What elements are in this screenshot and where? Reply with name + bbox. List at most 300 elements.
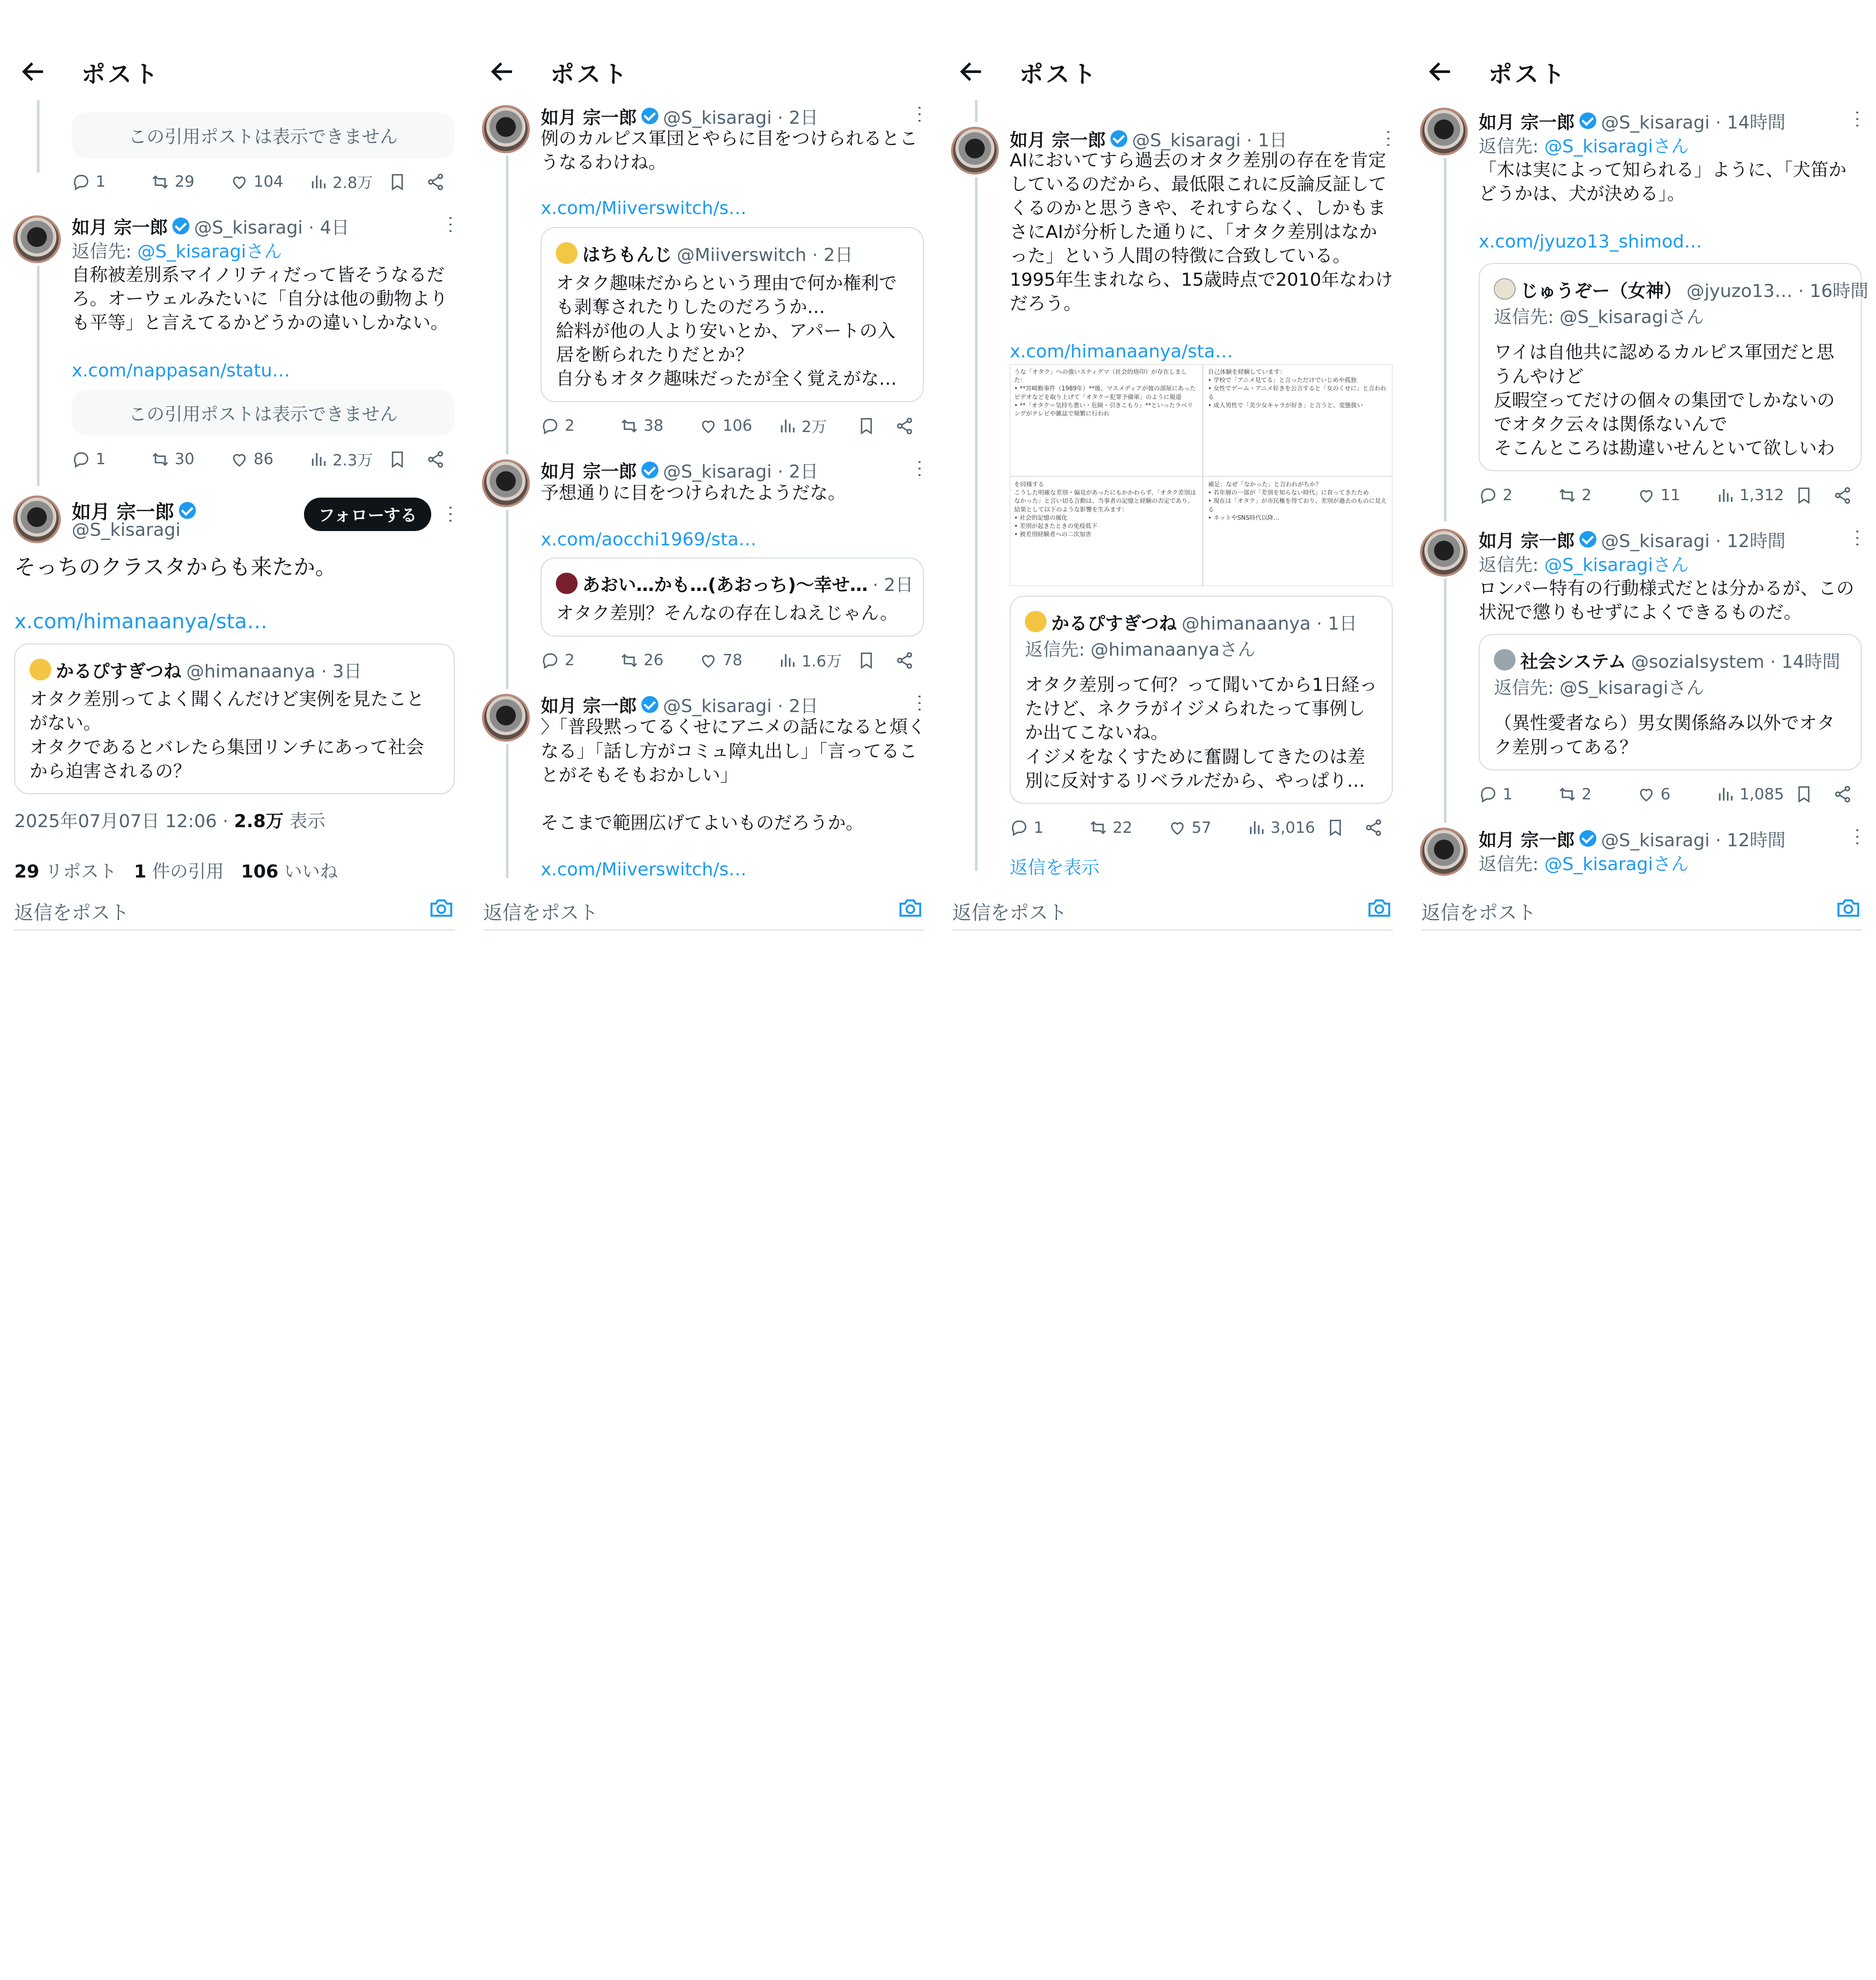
share-button[interactable] [1833, 486, 1857, 505]
thread-line [37, 266, 40, 486]
share-icon [895, 651, 914, 670]
post-text: AIにおいてすら過去のオタク差別の存在を肯定しているのだから、最低限これに反論反証してくるのかと思うきや、それすらなく、しかもまさにAIが分析した通りに、「オタク差別はなかった」という人間の特徴に合致している。 1995年生まれなら、15歳時点で2010年なわけだろう。 [1010, 149, 1393, 314]
author-handle[interactable]: @S_kisaragi · 2日 [663, 107, 819, 128]
thread-line [506, 744, 509, 878]
quote-author-name: じゅうぞー（女神） [1520, 280, 1682, 301]
reply-to [1479, 550, 1689, 576]
panel-4 [1407, 0, 1876, 990]
bar-chart-icon [1247, 818, 1266, 837]
post-link[interactable]: x.com/Miiverswitch/s… [541, 197, 747, 218]
camera-icon[interactable] [1366, 895, 1393, 921]
author-handle[interactable]: @S_kisaragi · 12時間 [1601, 531, 1786, 552]
like-count: 6 [1660, 785, 1671, 803]
repost-count: 22 [1113, 818, 1133, 837]
share-button[interactable] [1364, 818, 1388, 837]
quotes-label: 件の引用 [146, 861, 224, 882]
post-text: 「木は実によって知られる」ように、「犬笛かどうかは、犬が決める」。 [1479, 159, 1847, 204]
views-button[interactable] [1716, 785, 1795, 804]
image-text-4: 補足：なぜ「なかった」と言われがちか？ • 若年層の一部が「差別を知らない時代」に育ってきたため • 現在は「オタク」が市民権を得ており、差別が過去のものに見える • ネットやSNS時代以降… [1208, 481, 1387, 521]
action-bar [541, 648, 919, 672]
reply-to-prefix: 返信先: [1479, 854, 1539, 875]
repost-button[interactable] [1558, 486, 1637, 505]
quote-author-name: あおい…かも…(あおっち)〜幸せ… [582, 574, 868, 596]
heart-icon [1168, 818, 1187, 837]
share-button[interactable] [895, 651, 919, 670]
attached-image[interactable] [1010, 364, 1393, 586]
view-count: 1,085 [1739, 785, 1784, 803]
quoted-post[interactable] [541, 558, 924, 637]
repost-count: 30 [175, 450, 195, 469]
repost-icon [1089, 818, 1108, 837]
more-options-icon[interactable]: ··· [1847, 110, 1867, 130]
quote-header [1025, 609, 1357, 635]
fox-avatar-icon [1025, 611, 1047, 633]
header [0, 48, 469, 98]
author-handle[interactable]: @S_kisaragi · 2日 [663, 461, 819, 482]
views-button[interactable] [1716, 486, 1795, 505]
quoted-post[interactable] [1479, 634, 1862, 770]
reply-button[interactable] [1479, 486, 1558, 505]
more-options-icon[interactable]: ··· [440, 505, 460, 525]
page-title: ポスト [1019, 60, 1099, 88]
bar-chart-icon [778, 416, 797, 436]
quoted-post[interactable] [1479, 263, 1869, 471]
like-count: 86 [254, 450, 274, 469]
quote-header [1494, 647, 1840, 673]
share-icon [1364, 818, 1383, 837]
views-button[interactable] [1247, 818, 1326, 837]
post-link[interactable]: x.com/aocchi1969/sta… [541, 528, 757, 550]
bookmark-icon [1794, 785, 1813, 804]
bookmark-icon [1326, 818, 1345, 837]
quote-header [556, 570, 913, 596]
verified-badge-icon [641, 696, 658, 713]
reply-count: 2 [565, 651, 575, 670]
quote-text: オタク差別って何？って聞いてから1日経ったけど、ネクラがイジメられたって事例しか出てこないね。 イジメをなくすために奮闘してきたのは差別に反対するリベラルだから、やっぱり… [1025, 674, 1377, 791]
bar-chart-icon [1716, 486, 1735, 505]
repost-icon [151, 172, 170, 191]
bookmark-icon [388, 450, 407, 469]
avatar[interactable] [1420, 529, 1468, 577]
reply-count: 1 [1034, 818, 1044, 837]
reply-count: 1 [1503, 785, 1513, 803]
post-text: 自称被差別系マイノリティだって皆そうなるだろ。オーウェルみたいに「自分は他の動物よりも平等」と言えてるかどうかの違いしかない。 [72, 264, 449, 333]
author-handle[interactable]: @S_kisaragi · 2日 [663, 696, 819, 717]
verified-badge-icon [1579, 112, 1596, 129]
post-link[interactable]: x.com/himanaanya/sta… [14, 610, 268, 634]
bookmark-button[interactable] [857, 651, 895, 670]
quoted-post[interactable] [541, 227, 924, 402]
author-handle[interactable]: @S_kisaragi · 12時間 [1601, 829, 1786, 851]
more-options-icon[interactable]: ··· [1378, 129, 1398, 149]
views-button[interactable] [309, 448, 388, 470]
post-meta [1479, 108, 1786, 134]
avatar[interactable] [13, 495, 61, 543]
repost-button[interactable] [151, 172, 230, 191]
repost-icon [620, 651, 639, 670]
bookmark-button[interactable] [1326, 818, 1364, 837]
bookmark-icon [388, 172, 407, 191]
avatar[interactable] [13, 215, 61, 263]
author-name[interactable]: 如月 宗一郎 [541, 461, 637, 482]
like-count: 106 [723, 417, 753, 435]
quoted-post[interactable] [1010, 596, 1393, 804]
like-button[interactable] [1168, 818, 1247, 837]
like-count: 57 [1191, 818, 1212, 837]
quote-author-name: かるぴすぎつね [56, 660, 182, 682]
bar-chart-icon [1716, 785, 1735, 804]
post-timestamp [14, 806, 325, 832]
views-button[interactable] [778, 649, 857, 671]
views-label: 表示 [284, 810, 326, 832]
bookmark-button[interactable] [857, 416, 895, 436]
reply-to-handle: @S_kisaragiさん [1559, 307, 1704, 328]
quote-header [30, 657, 362, 683]
camera-icon[interactable] [428, 895, 455, 921]
page-title: ポスト [550, 60, 630, 88]
share-icon [426, 172, 445, 191]
repost-icon [620, 416, 639, 436]
repost-count: 29 [175, 173, 195, 191]
post-meta [1010, 125, 1287, 152]
post-meta [1479, 526, 1786, 552]
share-button[interactable] [426, 450, 450, 469]
more-options-icon[interactable]: ··· [909, 693, 929, 713]
avatar[interactable] [482, 694, 530, 742]
author-name[interactable]: 如月 宗一郎 [1479, 112, 1575, 133]
verified-badge-icon [641, 462, 658, 478]
reply-composer [469, 878, 938, 945]
post-text: 予想通りに目をつけられたようだな。 [541, 482, 846, 503]
action-bar [1479, 782, 1857, 806]
view-count: 3,016 [1270, 818, 1315, 837]
verified-badge-icon [1110, 130, 1127, 147]
page-title: ポスト [81, 60, 161, 88]
reply-to-link[interactable]: @S_kisaragiさん [137, 241, 282, 262]
post-link[interactable]: x.com/himanaanya/sta… [1010, 341, 1233, 362]
like-button[interactable] [1637, 486, 1716, 505]
post-text: 〉「普段黙ってるくせにアニメの話になると煩くなる」「話し方がコミュ障丸出し」「言ってることがそもそもおかしい」 そこまで範囲広げてよいものだろうか。 [541, 716, 926, 833]
quote-text: オタク差別ってよく聞くんだけど実例を見たことがない。 オタクであるとバレたら集団リンチにあって社会から迫害されるの？ [30, 689, 424, 782]
quote-author-handle: @Miiverswitch · 2日 [677, 244, 853, 265]
reply-button[interactable] [72, 450, 151, 469]
repost-count: 2 [1582, 785, 1592, 803]
reply-to-prefix: 返信先: [1479, 136, 1539, 157]
repost-button[interactable] [151, 450, 230, 469]
reply-icon [1010, 818, 1029, 837]
camera-icon[interactable] [897, 895, 924, 921]
reply-to-prefix: 返信先: [1025, 639, 1085, 660]
reply-count: 1 [96, 173, 106, 191]
repost-icon [1558, 785, 1577, 804]
author-name[interactable]: 如月 宗一郎 [541, 696, 637, 717]
reply-to-link[interactable]: @S_kisaragiさん [1544, 136, 1689, 157]
quote-author-name: はちもんじ [582, 244, 672, 265]
post-text: ロンパー特有の行動様式だとは分かるが、この状況で懲りもせずによくできるものだ。 [1479, 578, 1854, 623]
reply-button[interactable] [541, 651, 620, 670]
share-icon [1833, 486, 1852, 505]
page-title: ポスト [1488, 60, 1568, 88]
reply-to-prefix: 返信先: [1479, 554, 1539, 576]
back-arrow-icon[interactable] [957, 57, 986, 86]
bookmark-icon [857, 651, 876, 670]
heart-icon [230, 450, 249, 469]
avatar[interactable] [1420, 108, 1468, 155]
bar-chart-icon [309, 172, 328, 191]
reply-input[interactable]: 返信をポスト [1421, 888, 1862, 931]
reply-to [72, 237, 282, 263]
share-icon [1833, 785, 1852, 804]
reply-to-prefix: 返信先: [1494, 307, 1554, 328]
views-button[interactable] [309, 171, 388, 193]
reply-input[interactable]: 返信をポスト [483, 888, 924, 931]
views-count: 2.8万 [234, 810, 284, 832]
avatar-icon [556, 242, 578, 264]
repost-count: 38 [644, 417, 664, 435]
heart-icon [1637, 785, 1656, 804]
image-divider [1011, 476, 1393, 477]
reply-to-link[interactable]: @S_kisaragiさん [1544, 554, 1689, 576]
camera-icon[interactable] [1835, 895, 1862, 921]
heart-icon [230, 172, 249, 191]
author-handle[interactable]: @S_kisaragi · 14時間 [1601, 112, 1786, 133]
reply-to [1479, 132, 1689, 158]
quote-text: オタク趣味だからという理由で何か権利でも剥奪されたりしたのだろうか… 給料が他の人より安いとか、アパートの入居を断られたりだとか？ 自分もオタク趣味だったが全く覚えがな… [556, 272, 897, 389]
more-options-icon[interactable]: ··· [1847, 528, 1867, 548]
like-button[interactable] [1637, 785, 1716, 804]
more-options-icon[interactable]: ··· [1847, 828, 1867, 848]
bookmark-button[interactable] [388, 450, 426, 469]
view-count: 2万 [801, 418, 827, 436]
quote-text: オタク差別？そんなの存在しねえじゃん。 [556, 603, 898, 624]
image-text-2: 自己体験を経験しています： • 学校で「アニメ見てる」と言っただけでいじめや孤独 • 女性でゲーム・アニメ好きを公言すると「女のくせに」と言われる • 成人男性で「美少女キャラが好き」と言うと、変態扱い [1208, 368, 1387, 409]
bookmark-button[interactable] [1794, 785, 1833, 804]
like-button[interactable] [699, 416, 778, 436]
share-button[interactable] [1833, 785, 1857, 804]
reply-composer [0, 878, 469, 945]
quote-author-handle: @himanaanya · 3日 [186, 660, 362, 682]
heart-icon [699, 416, 718, 436]
repost-button[interactable] [620, 416, 699, 436]
verified-badge-icon [172, 218, 189, 234]
quote-reply-to [1494, 673, 1704, 699]
quote-text: （異性愛者なら）男女関係絡み以外でオタク差別ってある？ [1494, 713, 1835, 758]
reply-button[interactable] [1479, 785, 1558, 804]
reply-composer [938, 878, 1407, 945]
quote-author-handle: @jyuzo13… · 16時間 [1686, 280, 1869, 301]
panel-1 [0, 0, 469, 990]
action-bar [72, 447, 450, 471]
reply-count: 2 [565, 417, 575, 435]
like-button[interactable] [230, 172, 309, 191]
avatar[interactable] [482, 105, 530, 153]
heart-icon [699, 651, 718, 670]
action-bar [1479, 483, 1857, 507]
thread-line [37, 100, 40, 172]
like-count: 11 [1660, 486, 1681, 505]
author-name[interactable]: 如月 宗一郎 [1479, 531, 1575, 552]
action-bar [1010, 816, 1388, 840]
avatar-icon [556, 573, 578, 594]
reply-icon [1479, 785, 1498, 804]
post-link[interactable]: x.com/nappasan/statu… [72, 360, 290, 381]
quote-author-handle: · 2日 [872, 574, 914, 596]
main-handle [72, 519, 180, 540]
post-meta [541, 103, 818, 129]
post-text: 例のカルピス軍団とやらに目をつけられるとこうなるわけね。 [541, 128, 918, 173]
post-meta [541, 457, 818, 483]
quote-unavailable: この引用ポストは表示できません [72, 112, 455, 158]
quote-header [556, 240, 853, 266]
quote-reply-to [1025, 635, 1255, 661]
post-meta [1479, 825, 1786, 851]
bookmark-button[interactable] [388, 172, 426, 191]
image-divider [1202, 365, 1203, 586]
verified-badge-icon [1579, 830, 1596, 847]
repost-count: 2 [1582, 486, 1592, 505]
repost-count: 26 [644, 651, 664, 670]
bookmark-button[interactable] [1794, 486, 1833, 505]
like-count: 104 [254, 173, 284, 191]
share-button[interactable] [426, 172, 450, 191]
bookmark-icon [857, 416, 876, 436]
reply-to-prefix: 返信先: [1494, 677, 1554, 699]
like-count: 78 [723, 651, 743, 670]
more-options-icon[interactable]: ··· [440, 215, 460, 235]
author-name[interactable]: 如月 宗一郎 [72, 501, 175, 524]
reply-icon [72, 450, 91, 469]
image-text-3: を同様する こうした明確な差別・偏見があったにもかかわらず、「オタク差別はなかった」と言い切る言動は、当事者の記憶と経験の否定であり、結果として以下のような影響を生みます： • 社会的記憶の風化 • 差別が起きたときの免疫低下 • 被差別経験者への二次加害 [1014, 481, 1196, 538]
reply-icon [72, 172, 91, 191]
quote-unavailable: この引用ポストは表示できません [72, 390, 455, 436]
default-avatar-icon [1494, 649, 1516, 671]
bar-chart-icon [309, 450, 328, 469]
reply-to-handle: @himanaanyaさん [1090, 639, 1256, 660]
view-count: 1.6万 [801, 653, 842, 671]
more-options-icon[interactable]: ··· [909, 105, 929, 125]
verified-badge-icon [1579, 531, 1596, 548]
thread-line [506, 510, 509, 689]
likes-label: いいね [278, 861, 338, 882]
quote-reply-to [1494, 302, 1704, 328]
quote-author-handle: @himanaanya · 1日 [1182, 613, 1357, 634]
image-text-1: うな「オタク」への強いスティグマ（社会的烙印）が存在しました： • **宮崎勤事件（1989年）**後、マスメディアが彼の部屋にあったビデオなどを取り上げて「オタク＝犯罪予備軍」のように報道 • **「オタク＝気持ち悪い・危険・引きこもり」**といったラベリングがテレビや雑誌で頻繁に行われ [1014, 368, 1196, 418]
heart-icon [1637, 486, 1656, 505]
repost-button[interactable] [1089, 818, 1168, 837]
back-arrow-icon[interactable] [1426, 57, 1455, 86]
action-bar [72, 170, 450, 194]
bar-chart-icon [778, 651, 797, 670]
thread-line [975, 100, 978, 122]
view-count: 2.3万 [332, 452, 373, 470]
quotes-count: 1 [134, 861, 147, 882]
quote-author-name: 社会システム [1520, 651, 1626, 672]
post-meta [541, 691, 818, 717]
post-link[interactable]: x.com/jyuzo13_shimod… [1479, 231, 1702, 252]
reply-button[interactable] [1010, 818, 1089, 837]
shrine-avatar-icon [1494, 278, 1516, 300]
avatar[interactable] [1420, 828, 1468, 875]
quote-header [1494, 276, 1868, 302]
action-bar [541, 414, 919, 438]
avatar[interactable] [951, 127, 999, 175]
reply-input[interactable]: 返信をポスト [14, 888, 455, 931]
fox-avatar-icon [30, 659, 51, 680]
like-button[interactable] [230, 450, 309, 469]
author-name[interactable]: 如月 宗一郎 [1010, 130, 1106, 151]
more-options-icon[interactable]: ··· [909, 459, 929, 479]
reposts-label: リポスト [39, 861, 117, 882]
repost-button[interactable] [620, 651, 699, 670]
quoted-post[interactable] [14, 644, 455, 794]
author-name[interactable]: 如月 宗一郎 [1479, 829, 1575, 851]
bookmark-icon [1794, 486, 1813, 505]
quote-text: ワイは自他共に認めるカルピス軍団だと思うんやけど 反暇空ってだけの個々の集団でしかないのでオタク云々は関係ないんで そこんところは勘違いせんといて欲しいわ [1494, 342, 1835, 459]
author-name[interactable]: 如月 宗一郎 [541, 107, 637, 128]
reply-count: 1 [96, 450, 106, 469]
view-count: 1,312 [1739, 486, 1784, 505]
verified-badge-icon [179, 502, 196, 519]
share-button[interactable] [895, 416, 919, 436]
thread-line [975, 177, 978, 871]
reposts-count: 29 [14, 861, 40, 882]
reply-composer [1407, 878, 1876, 945]
reply-count: 2 [1503, 486, 1513, 505]
thread-line [1444, 579, 1447, 823]
header [1407, 48, 1876, 98]
back-arrow-icon[interactable] [19, 57, 48, 86]
share-icon [426, 450, 445, 469]
back-arrow-icon[interactable] [488, 57, 517, 86]
author-handle[interactable]: @S_kisaragi [72, 519, 181, 540]
repost-icon [1558, 486, 1577, 505]
reply-to [1479, 849, 1689, 875]
author-handle[interactable]: @S_kisaragi · 1日 [1132, 130, 1288, 151]
show-replies-link[interactable]: 返信を表示 [1010, 857, 1100, 878]
share-icon [895, 416, 914, 436]
reply-icon [541, 416, 560, 436]
views-button[interactable] [778, 415, 857, 437]
reply-button[interactable] [72, 172, 151, 191]
post-meta [72, 213, 349, 239]
reply-to-link[interactable]: @S_kisaragiさん [1544, 854, 1689, 875]
reply-button[interactable] [541, 416, 620, 436]
follow-button[interactable]: フォローする [304, 498, 432, 531]
author-name[interactable]: 如月 宗一郎 [72, 217, 168, 238]
author-handle[interactable]: @S_kisaragi · 4日 [194, 217, 350, 238]
verified-badge-icon [641, 108, 658, 125]
header [938, 48, 1407, 98]
thread-line [1444, 158, 1447, 522]
reply-input[interactable]: 返信をポスト [952, 888, 1393, 931]
repost-button[interactable] [1558, 785, 1637, 804]
panel-3 [938, 0, 1407, 990]
reply-to-handle: @S_kisaragiさん [1559, 677, 1704, 699]
timestamp[interactable]: 2025年07月07日 12:06 · [14, 810, 234, 832]
panel-2 [469, 0, 938, 990]
reply-icon [1479, 486, 1498, 505]
reply-icon [541, 651, 560, 670]
reply-to-prefix: 返信先: [72, 241, 132, 262]
quote-author-name: かるぴすぎつね [1051, 613, 1177, 634]
likes-count: 106 [241, 861, 279, 882]
quote-author-handle: @sozialsystem · 14時間 [1631, 651, 1840, 672]
header [469, 48, 938, 98]
thread-line [506, 155, 509, 455]
like-button[interactable] [699, 651, 778, 670]
post-link[interactable]: x.com/Miiverswitch/s… [541, 859, 747, 880]
avatar[interactable] [482, 459, 530, 507]
